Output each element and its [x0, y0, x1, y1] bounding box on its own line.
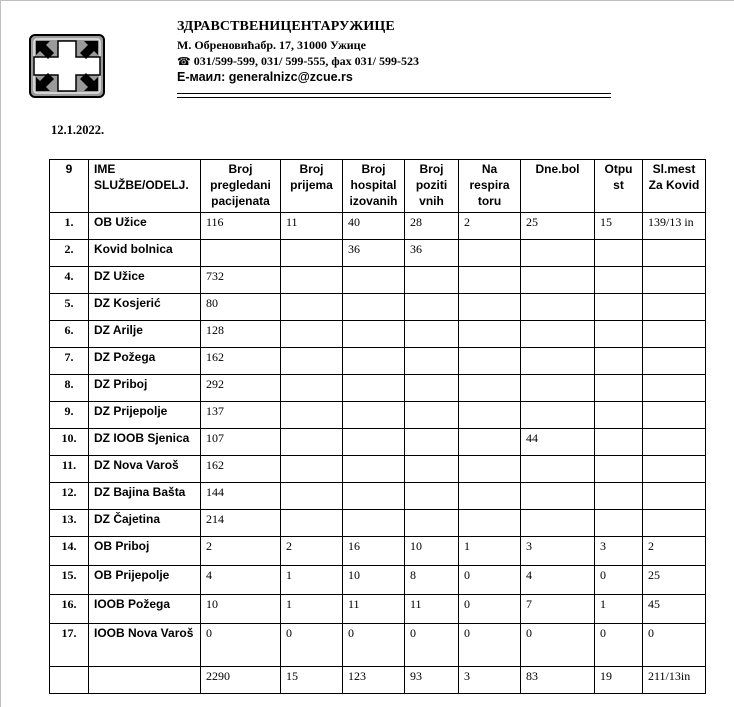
table-total-row	[50, 667, 706, 694]
value-cell	[405, 267, 459, 294]
value-cell	[405, 483, 459, 510]
organization-title: ЗДРАВСТВЕНИЦЕНТАРУЖИЦЕ	[177, 19, 395, 34]
value-cell: 128	[201, 321, 281, 348]
value-cell	[459, 240, 521, 267]
column-header-number: 9	[50, 160, 89, 213]
value-cell: 0	[595, 624, 643, 667]
value-cell	[521, 402, 595, 429]
row-number-cell	[50, 667, 89, 694]
value-cell	[521, 240, 595, 267]
value-cell: 1	[281, 595, 343, 624]
unit-name-cell: DZ Arilje	[89, 321, 201, 348]
value-cell: 2290	[201, 667, 281, 694]
unit-name-cell: DZ Užice	[89, 267, 201, 294]
table-row	[50, 483, 706, 510]
value-cell: 0	[595, 566, 643, 595]
value-cell	[595, 402, 643, 429]
value-cell: 0	[281, 624, 343, 667]
value-cell: 1	[281, 566, 343, 595]
value-cell: 144	[201, 483, 281, 510]
table-row	[50, 595, 706, 624]
value-cell	[281, 510, 343, 537]
table-row	[50, 429, 706, 456]
unit-name-cell: IOOB Požega	[89, 595, 201, 624]
value-cell	[643, 402, 706, 429]
value-cell: 3	[459, 667, 521, 694]
value-cell: 36	[343, 240, 405, 267]
value-cell: 44	[521, 429, 595, 456]
value-cell	[343, 483, 405, 510]
row-number-cell: 11.	[50, 456, 89, 483]
value-cell: 0	[201, 624, 281, 667]
value-cell	[595, 510, 643, 537]
table-row	[50, 267, 706, 294]
value-cell: 0	[643, 624, 706, 667]
value-cell	[405, 294, 459, 321]
value-cell	[459, 510, 521, 537]
row-number-cell: 4.	[50, 267, 89, 294]
value-cell	[343, 267, 405, 294]
value-cell: 93	[405, 667, 459, 694]
health-center-logo	[28, 33, 106, 99]
row-number-cell: 1.	[50, 213, 89, 240]
value-cell: 80	[201, 294, 281, 321]
table-row	[50, 537, 706, 566]
unit-name-cell: DZ IOOB Sjenica	[89, 429, 201, 456]
value-cell: 36	[405, 240, 459, 267]
row-number-cell: 8.	[50, 375, 89, 402]
value-cell	[459, 375, 521, 402]
value-cell	[405, 456, 459, 483]
value-cell: 2	[459, 213, 521, 240]
row-number-cell: 13.	[50, 510, 89, 537]
value-cell: 139/13 in	[643, 213, 706, 240]
value-cell: 0	[459, 566, 521, 595]
value-cell	[343, 294, 405, 321]
value-cell: 3	[521, 537, 595, 566]
unit-name-cell: DZ Kosjerić	[89, 294, 201, 321]
row-number-cell: 15.	[50, 566, 89, 595]
column-header: Otpu st	[595, 160, 643, 213]
unit-name-cell: OB Užice	[89, 213, 201, 240]
value-cell	[405, 375, 459, 402]
value-cell: 0	[459, 624, 521, 667]
value-cell: 11	[281, 213, 343, 240]
value-cell: 11	[343, 595, 405, 624]
value-cell	[343, 510, 405, 537]
value-cell	[595, 483, 643, 510]
row-number-cell: 17.	[50, 624, 89, 667]
value-cell	[343, 429, 405, 456]
value-cell: 2	[281, 537, 343, 566]
value-cell: 15	[595, 213, 643, 240]
value-cell	[281, 294, 343, 321]
value-cell	[459, 267, 521, 294]
value-cell	[595, 321, 643, 348]
value-cell	[405, 429, 459, 456]
unit-name-cell: DZ Bajina Bašta	[89, 483, 201, 510]
value-cell	[459, 294, 521, 321]
value-cell: 25	[521, 213, 595, 240]
value-cell: 10	[201, 595, 281, 624]
value-cell: 292	[201, 375, 281, 402]
telephone-icon: ☎	[177, 55, 191, 68]
value-cell: 28	[405, 213, 459, 240]
value-cell	[405, 348, 459, 375]
column-header: Dne.bol	[521, 160, 595, 213]
value-cell	[281, 483, 343, 510]
organization-phone: 031/599-599, 031/ 599-555, фах 031/ 599-523	[193, 54, 419, 68]
value-cell: 15	[281, 667, 343, 694]
value-cell	[521, 483, 595, 510]
value-cell	[643, 375, 706, 402]
value-cell	[281, 429, 343, 456]
value-cell	[281, 321, 343, 348]
value-cell: 107	[201, 429, 281, 456]
value-cell: 2	[643, 537, 706, 566]
value-cell	[595, 294, 643, 321]
value-cell	[643, 321, 706, 348]
value-cell	[521, 348, 595, 375]
row-number-cell: 16.	[50, 595, 89, 624]
row-number-cell: 7.	[50, 348, 89, 375]
value-cell	[521, 375, 595, 402]
value-cell	[521, 267, 595, 294]
unit-name-cell: Kovid bolnica	[89, 240, 201, 267]
page-edge-top	[0, 0, 734, 1]
unit-name-cell: IOOB Nova Varoš	[89, 624, 201, 667]
organization-address: М. Обреновићабр. 17, 31000 Ужице	[177, 38, 366, 52]
value-cell: 137	[201, 402, 281, 429]
value-cell: 4	[521, 566, 595, 595]
unit-name-cell	[89, 667, 201, 694]
table-row	[50, 510, 706, 537]
value-cell	[343, 456, 405, 483]
value-cell	[595, 348, 643, 375]
column-header: Broj hospital izovanih	[343, 160, 405, 213]
value-cell: 25	[643, 566, 706, 595]
value-cell: 0	[521, 624, 595, 667]
value-cell	[405, 510, 459, 537]
value-cell	[281, 267, 343, 294]
unit-name-cell: OB Prijepolje	[89, 566, 201, 595]
value-cell: 162	[201, 456, 281, 483]
value-cell: 2	[201, 537, 281, 566]
value-cell: 123	[343, 667, 405, 694]
value-cell	[343, 375, 405, 402]
unit-name-cell: DZ Priboj	[89, 375, 201, 402]
report-table	[49, 159, 706, 694]
row-number-cell: 2.	[50, 240, 89, 267]
value-cell: 11	[405, 595, 459, 624]
value-cell: 10	[405, 537, 459, 566]
table-row	[50, 402, 706, 429]
value-cell: 19	[595, 667, 643, 694]
value-cell	[643, 429, 706, 456]
column-header: Broj pregledani pacijenata	[201, 160, 281, 213]
value-cell: 162	[201, 348, 281, 375]
row-number-cell: 6.	[50, 321, 89, 348]
unit-name-cell: OB Priboj	[89, 537, 201, 566]
header-rule-thick	[177, 93, 611, 94]
value-cell	[595, 267, 643, 294]
column-header: IME SLUŽBE/ODELJ.	[89, 160, 201, 213]
column-header: Sl.mest Za Kovid	[643, 160, 706, 213]
value-cell: 8	[405, 566, 459, 595]
page-edge-left	[0, 0, 1, 707]
value-cell	[343, 402, 405, 429]
value-cell: 214	[201, 510, 281, 537]
value-cell: 1	[459, 537, 521, 566]
table-header-row	[50, 160, 706, 213]
value-cell	[281, 402, 343, 429]
unit-name-cell: DZ Prijepolje	[89, 402, 201, 429]
organization-phone-line	[177, 54, 419, 69]
row-number-cell: 14.	[50, 537, 89, 566]
value-cell	[459, 402, 521, 429]
row-number-cell: 9.	[50, 402, 89, 429]
value-cell	[343, 321, 405, 348]
value-cell	[595, 240, 643, 267]
table-row	[50, 624, 706, 667]
table-row	[50, 375, 706, 402]
value-cell: 0	[459, 595, 521, 624]
value-cell	[643, 456, 706, 483]
column-header: Na respira toru	[459, 160, 521, 213]
value-cell: 0	[343, 624, 405, 667]
value-cell: 3	[595, 537, 643, 566]
value-cell: 7	[521, 595, 595, 624]
unit-name-cell: DZ Požega	[89, 348, 201, 375]
value-cell: 40	[343, 213, 405, 240]
value-cell	[405, 402, 459, 429]
value-cell	[343, 348, 405, 375]
table-row	[50, 294, 706, 321]
value-cell	[521, 510, 595, 537]
value-cell	[595, 456, 643, 483]
table-row	[50, 213, 706, 240]
value-cell	[281, 456, 343, 483]
value-cell	[201, 240, 281, 267]
value-cell: 116	[201, 213, 281, 240]
table-row	[50, 566, 706, 595]
table-row	[50, 321, 706, 348]
unit-name-cell: DZ Nova Varoš	[89, 456, 201, 483]
unit-name-cell: DZ Čajetina	[89, 510, 201, 537]
value-cell	[281, 240, 343, 267]
organization-email: Е-маил: generalnizc@zcue.rs	[177, 70, 353, 84]
value-cell	[459, 321, 521, 348]
value-cell: 10	[343, 566, 405, 595]
value-cell	[521, 456, 595, 483]
table-row	[50, 348, 706, 375]
value-cell	[643, 510, 706, 537]
table-row	[50, 240, 706, 267]
value-cell	[643, 240, 706, 267]
value-cell	[643, 348, 706, 375]
row-number-cell: 12.	[50, 483, 89, 510]
value-cell	[281, 375, 343, 402]
value-cell	[521, 321, 595, 348]
table-row	[50, 456, 706, 483]
value-cell	[643, 483, 706, 510]
value-cell	[459, 348, 521, 375]
value-cell: 16	[343, 537, 405, 566]
column-header: Broj poziti vnih	[405, 160, 459, 213]
value-cell: 4	[201, 566, 281, 595]
value-cell	[459, 429, 521, 456]
row-number-cell: 5.	[50, 294, 89, 321]
value-cell	[459, 456, 521, 483]
row-number-cell: 10.	[50, 429, 89, 456]
value-cell	[643, 294, 706, 321]
value-cell	[459, 483, 521, 510]
header-rule-thin	[177, 97, 611, 98]
value-cell: 211/13in	[643, 667, 706, 694]
document-date: 12.1.2022.	[51, 123, 105, 137]
value-cell: 1	[595, 595, 643, 624]
value-cell	[405, 321, 459, 348]
value-cell: 732	[201, 267, 281, 294]
value-cell	[643, 267, 706, 294]
value-cell: 45	[643, 595, 706, 624]
table-body	[50, 213, 706, 694]
value-cell	[595, 429, 643, 456]
value-cell	[521, 294, 595, 321]
value-cell	[595, 375, 643, 402]
column-header: Broj prijema	[281, 160, 343, 213]
value-cell	[281, 348, 343, 375]
value-cell: 0	[405, 624, 459, 667]
value-cell: 83	[521, 667, 595, 694]
